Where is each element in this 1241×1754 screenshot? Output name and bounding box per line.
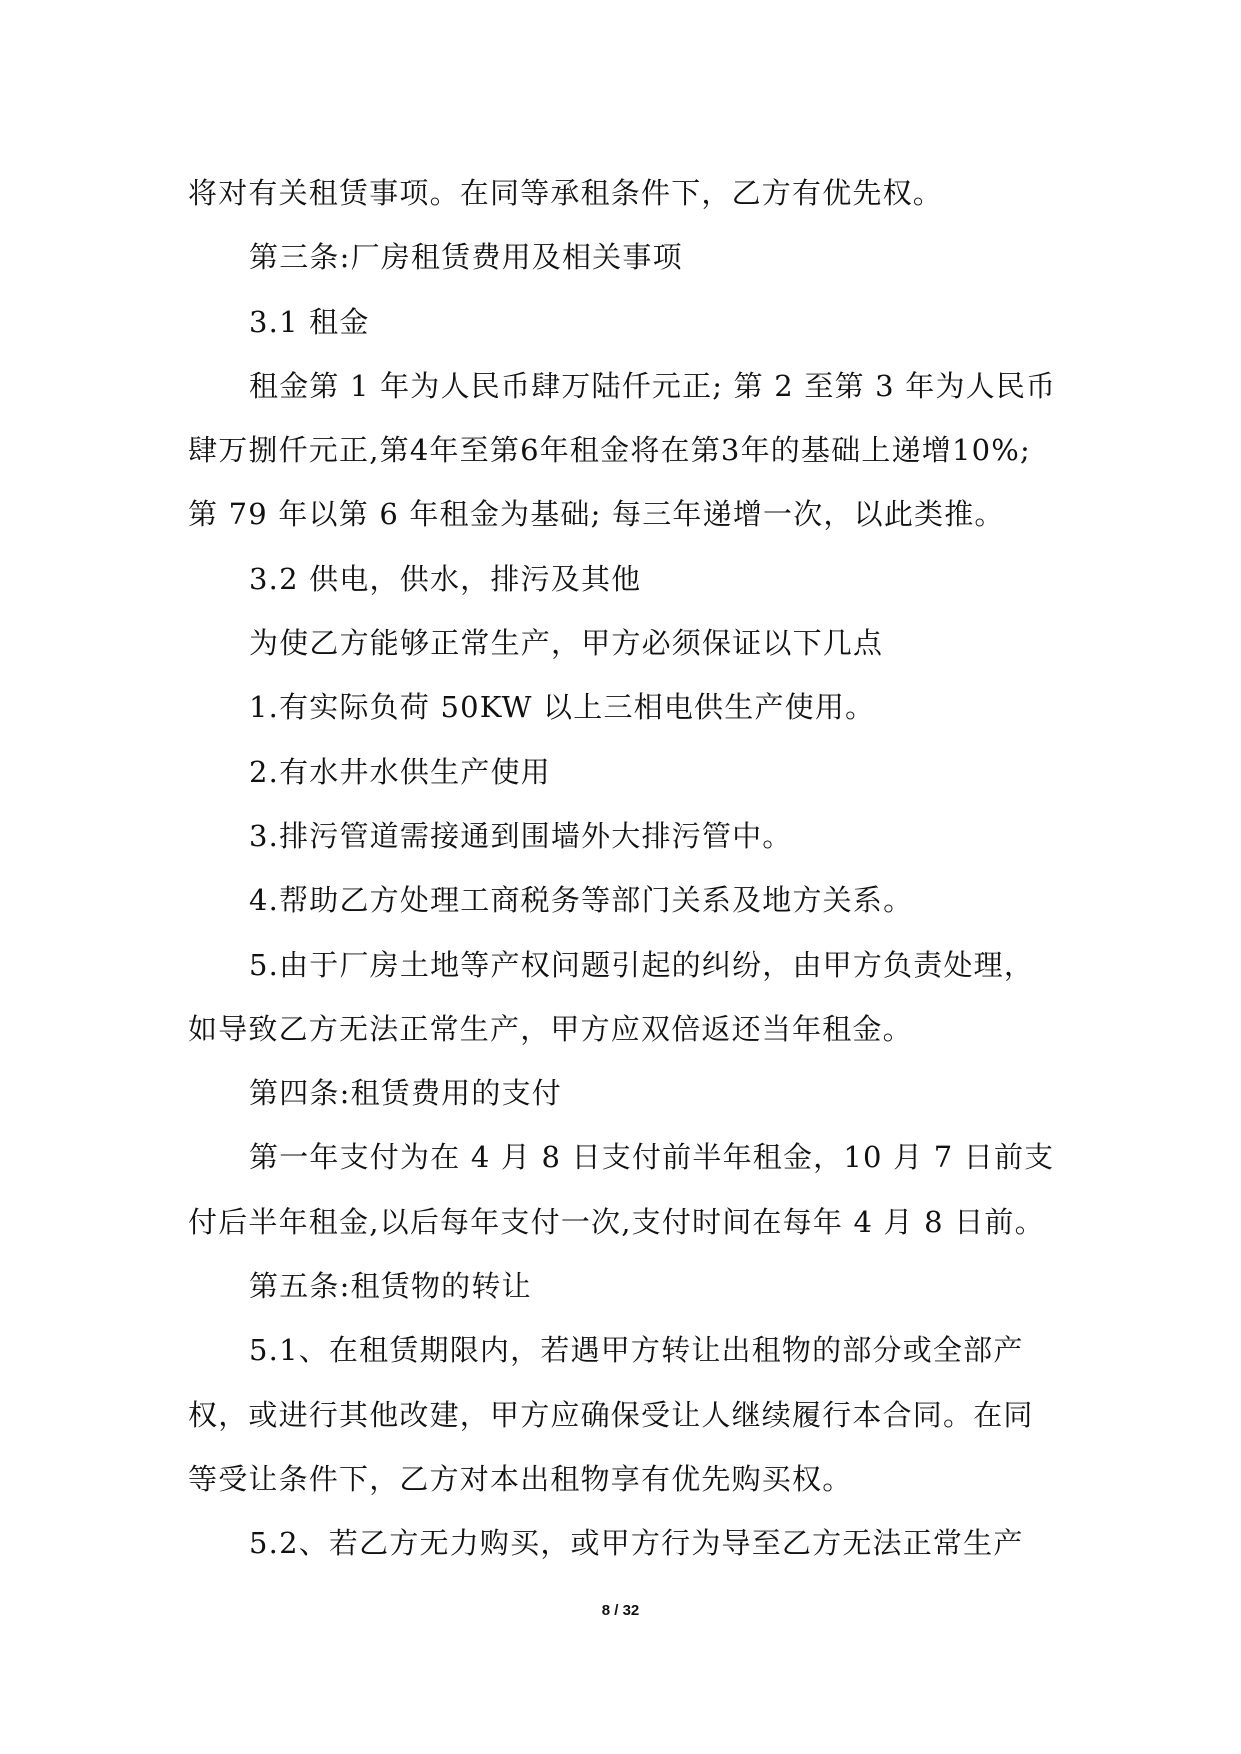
text-line: 1.有实际负荷 50KW 以上三相电供生产使用。: [249, 690, 876, 725]
text-line: 5.2、若乙方无力购买，或甲方行为导至乙方无法正常生产: [249, 1526, 1024, 1561]
text-line: 3.1 租金: [249, 304, 370, 339]
text-line: 付后半年租金,以后每年支付一次,支付时间在每年 4 月 8 日前。: [188, 1204, 1045, 1239]
text-line: 4.帮助乙方处理工商税务等部门关系及地方关系。: [249, 883, 914, 918]
text-line: 第一年支付为在 4 月 8 日支付前半年租金，10 月 7 日前支: [249, 1140, 1055, 1175]
text-line: 如导致乙方无法正常生产，甲方应双倍返还当年租金。: [188, 1011, 913, 1046]
text-line: 2.有水井水供生产使用: [249, 754, 551, 789]
page-number: 8 / 32: [601, 1602, 640, 1619]
text-line: 第三条:厂房租赁费用及相关事项: [249, 240, 683, 275]
text-line: 权，或进行其他改建，甲方应确保受让人继续履行本合同。在同: [188, 1397, 1034, 1432]
text-line: 5.由于厂房土地等产权问题引起的纠纷，由甲方负责处理，: [249, 947, 1035, 982]
text-line: 3.2 供电，供水，排污及其他: [249, 561, 642, 596]
text-line: 将对有关租赁事项。在同等承租条件下，乙方有优先权。: [188, 176, 944, 210]
text-line: 肆万捌仟元正,第4年至第6年租金将在第3年的基础上递增10%;: [188, 433, 1031, 468]
document-body: [188, 161, 1060, 1576]
text-line: 等受让条件下，乙方对本出租物享有优先购买权。: [188, 1461, 853, 1496]
text-line: 第 79 年以第 6 年租金为基础; 每三年递增一次，以此类推。: [188, 497, 1005, 532]
text-line: 3.排污管道需接通到围墙外大排污管中。: [249, 818, 793, 853]
text-line: 租金第 1 年为人民币肆万陆仟元正; 第 2 至第 3 年为人民币: [249, 368, 1057, 403]
text-line: 第五条:租赁物的转让: [249, 1269, 532, 1304]
text-line: 第四条:租赁费用的支付: [249, 1076, 562, 1111]
text-line: 为使乙方能够正常生产，甲方必须保证以下几点: [249, 626, 884, 661]
text-line: 5.1、在租赁期限内，若遇甲方转让出租物的部分或全部产: [249, 1333, 1024, 1368]
